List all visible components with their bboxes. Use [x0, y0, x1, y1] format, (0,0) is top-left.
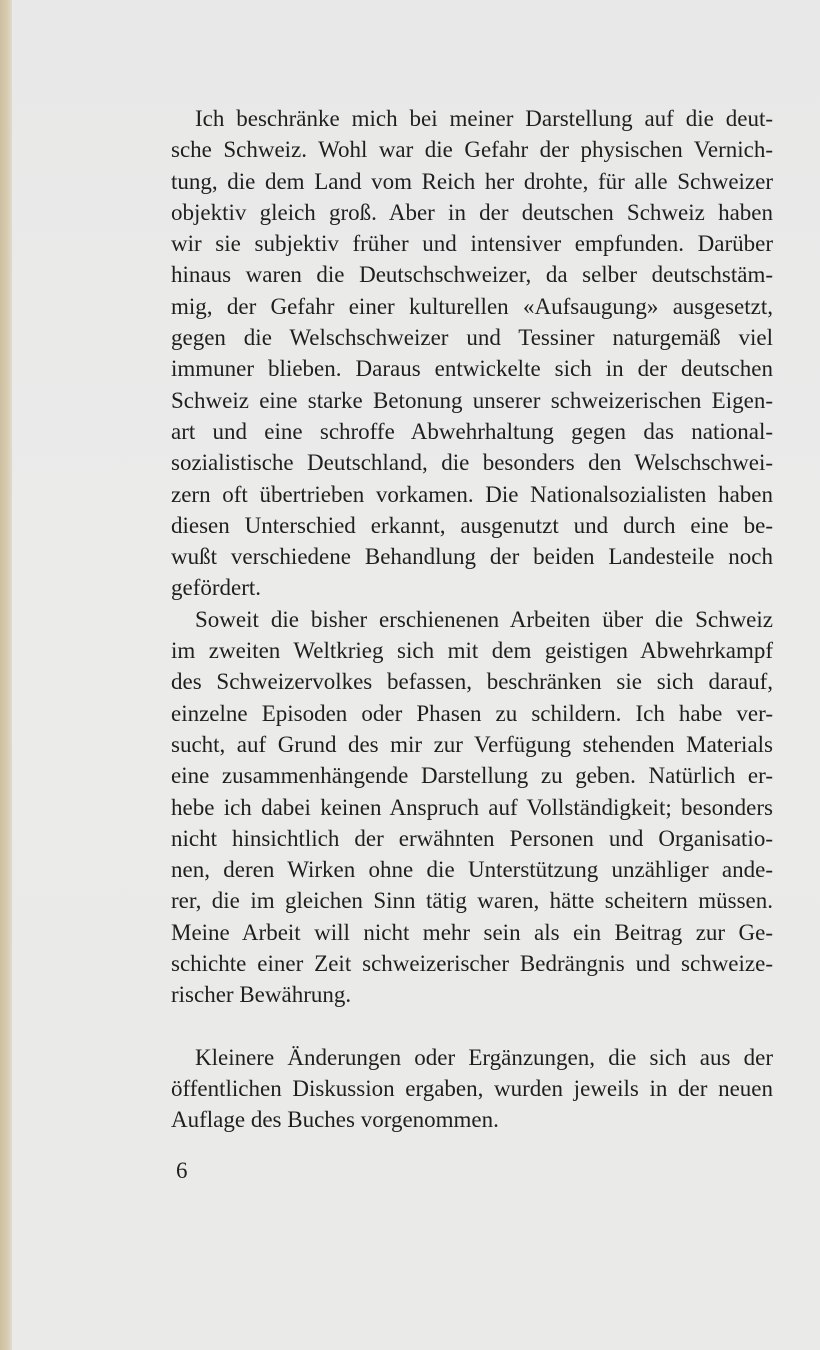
text-line: Soweit die bisher erschienenen Arbeiten über die Schweiz — [195, 606, 773, 632]
text-line: Auflage des Buches vorgenommen. — [171, 1107, 499, 1133]
text-line: hinaus waren die Deutschschweizer, da selber deutschstäm- — [171, 262, 773, 288]
text-line: eine zusammenhängende Darstellung zu geben. Natürlich er- — [171, 763, 773, 789]
text-line: gegen die Welschschweizer und Tessiner naturgemäß viel — [171, 325, 773, 351]
text-line: tung, die dem Land vom Reich her drohte, für alle Schweizer — [171, 168, 773, 194]
text-line: sche Schweiz. Wohl war die Gefahr der physischen Vernich- — [171, 137, 773, 163]
text-line: rischer Bewährung. — [171, 982, 352, 1008]
text-line: nen, deren Wirken ohne die Unterstützung unzähliger ande- — [171, 857, 773, 883]
text-line: wir sie subjektiv früher und intensiver empfunden. Darüber — [171, 231, 773, 257]
book-page — [12, 0, 820, 1350]
page-number: 6 — [176, 1158, 188, 1183]
text-line: zern oft übertrieben vorkamen. Die Nationalsozialisten haben — [171, 481, 773, 507]
text-line: öffentlichen Diskussion ergaben, wurden jeweils in der neuen — [171, 1075, 773, 1101]
text-line: einzelne Episoden oder Phasen zu schildern. Ich habe ver- — [171, 700, 773, 726]
text-line: Ich beschränke mich bei meiner Darstellung auf die deut- — [195, 106, 773, 131]
paragraph-3 — [171, 1042, 773, 1136]
text-line: hebe ich dabei keinen Anspruch auf Vollständigkeit; besonders — [171, 794, 773, 820]
text-line: sozialistische Deutschland, die besonders den Welschschwei- — [171, 450, 773, 476]
text-line: schichte einer Zeit schweizerischer Bedrängnis und schweize- — [171, 951, 773, 977]
text-line: gefördert. — [171, 575, 262, 601]
text-line: immuner blieben. Daraus entwickelte sich in der deutschen — [171, 356, 773, 382]
text-line: objektiv gleich groß. Aber in der deutschen Schweiz haben — [171, 199, 773, 225]
text-line: sucht, auf Grund des mir zur Verfügung stehenden Materials — [171, 731, 773, 757]
text-line: mig, der Gefahr einer kulturellen «Aufsaugung» ausgesetzt, — [171, 293, 773, 319]
body-text — [171, 103, 773, 1136]
text-line: wußt verschiedene Behandlung der beiden Landesteile noch — [171, 544, 773, 570]
paragraph-2 — [171, 604, 773, 1011]
text-line: im zweiten Weltkrieg sich mit dem geistigen Abwehrkampf — [171, 638, 773, 664]
text-line: diesen Unterschied erkannt, ausgenutzt und durch eine be- — [171, 512, 773, 538]
paragraph-spacer — [171, 1011, 773, 1042]
paragraph-1 — [171, 103, 773, 604]
text-line: des Schweizervolkes befassen, beschränken sie sich darauf, — [171, 669, 773, 695]
text-line: Schweiz eine starke Betonung unserer schweizerischen Eigen- — [171, 387, 773, 413]
text-line: art und eine schroffe Abwehrhaltung gegen das national- — [171, 418, 773, 444]
text-line: rer, die im gleichen Sinn tätig waren, hätte scheitern müssen. — [171, 888, 773, 914]
text-line: Meine Arbeit will nicht mehr sein als ein Beitrag zur Ge- — [171, 919, 773, 945]
text-line: nicht hinsichtlich der erwähnten Personen und Organisatio- — [171, 825, 773, 851]
text-line: Kleinere Änderungen oder Ergänzungen, die sich aus der — [195, 1044, 773, 1070]
